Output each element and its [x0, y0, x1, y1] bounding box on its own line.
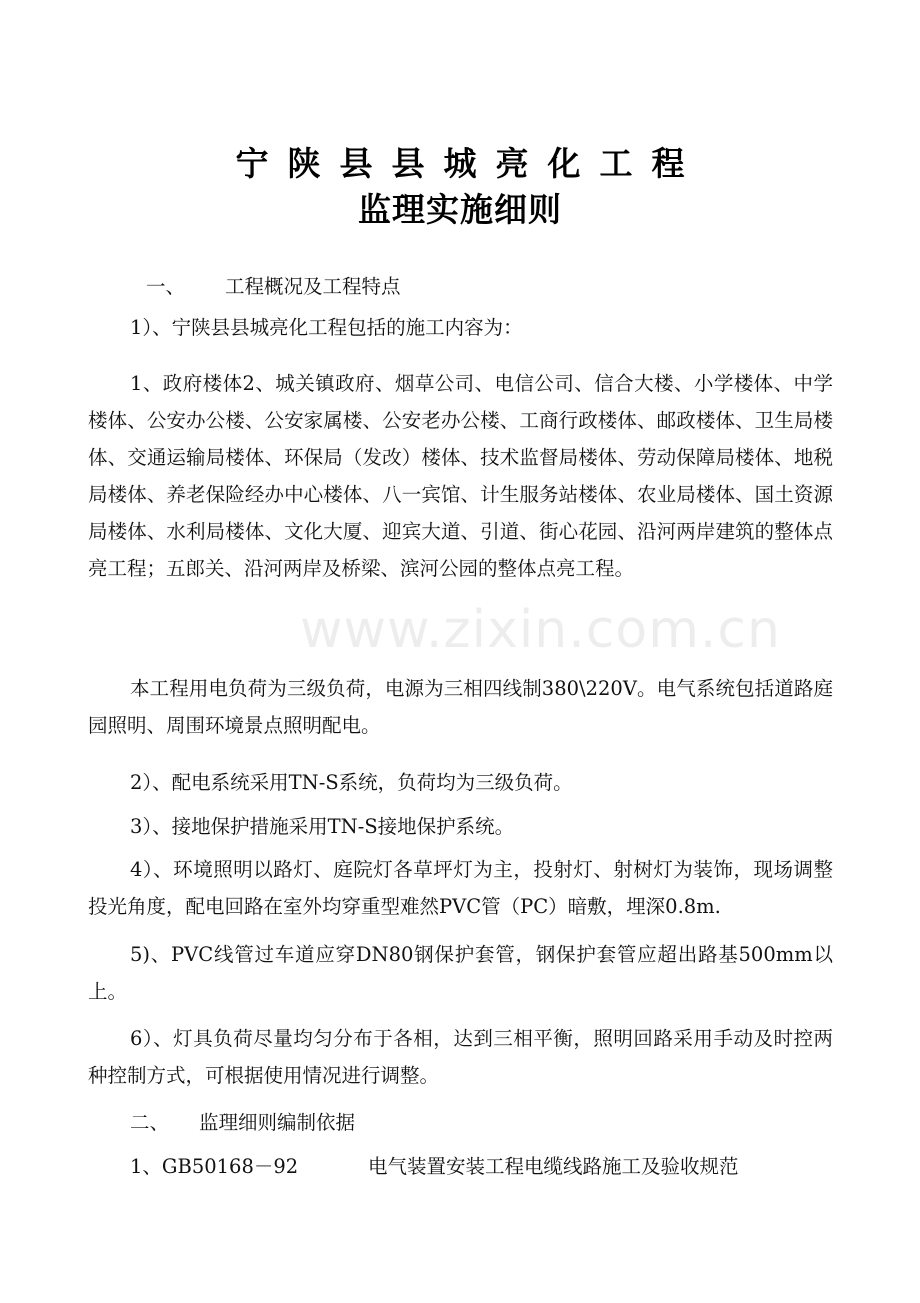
- item1-body-paragraph: 1、政府楼体2、城关镇政府、烟草公司、电信公司、信合大楼、小学楼体、中学楼体、公安办公楼、公安家属楼、公安老办公楼、工商行政楼体、邮政楼体、卫生局楼体、交通运输局楼体、环保局（发改）楼体、技术监督局楼体、劳动保障局楼体、地税局楼体、养老保险经办中心楼体、八一宾馆、计生服务站楼体、农业局楼体、国土资源局楼体、水利局楼体、文化大厦、迎宾大道、引道、街心花园、沿河两岸建筑的整体点亮工程；五郎关、沿河两岸及桥梁、滨河公园的整体点亮工程。: [88, 372, 833, 580]
- basis-name: 电气装置安装工程电缆线路施工及验收规范: [368, 1155, 739, 1178]
- power-paragraph: 本工程用电负荷为三级负荷，电源为三相四线制380\220V。电气系统包括道路庭园照明、周围环境景点照明配电。: [88, 677, 833, 737]
- item4-paragraph: 4）、环境照明以路灯、庭院灯各草坪灯为主，投射灯、射树灯为装饰，现场调整投光角度，配电回路在室外均穿重型难然PVC管（PC）暗敷，埋深0.8m.: [88, 858, 833, 918]
- item2-text: 2）、配电系统采用TN-S系统，负荷均为三级负荷。: [130, 771, 573, 794]
- document-title-line2: 监理实施细则: [358, 190, 562, 229]
- item3-text: 3）、接地保护措施采用TN-S接地保护系统。: [130, 815, 515, 838]
- item6-paragraph: 6）、灯具负荷尽量均匀分布于各相，达到三相平衡，照明回路采用手动及时控两种控制方式，可根据使用情况进行调整。: [88, 1027, 833, 1087]
- section2-number: 二、: [130, 1111, 170, 1134]
- item5-paragraph: 5)、PVC线管过车道应穿DN80钢保护套管，钢保护套管应超出路基500mm以上。: [88, 943, 833, 1003]
- document-title-line1: 宁陕县县城亮化工程: [235, 144, 704, 183]
- section2-heading: [130, 1104, 875, 1141]
- section1-heading: [146, 268, 891, 305]
- section1-number: 一、: [146, 275, 186, 298]
- section2-heading-text: 监理细则编制依据: [199, 1111, 356, 1134]
- basis-item: [130, 1148, 875, 1185]
- watermark-text: www.zixin.com.cn: [300, 600, 781, 660]
- item1-intro: 1）、宁陕县县城亮化工程包括的施工内容为：: [130, 316, 523, 339]
- basis-code: 1、GB50168－92: [130, 1155, 299, 1178]
- section1-heading-text: 工程概况及工程特点: [225, 275, 401, 298]
